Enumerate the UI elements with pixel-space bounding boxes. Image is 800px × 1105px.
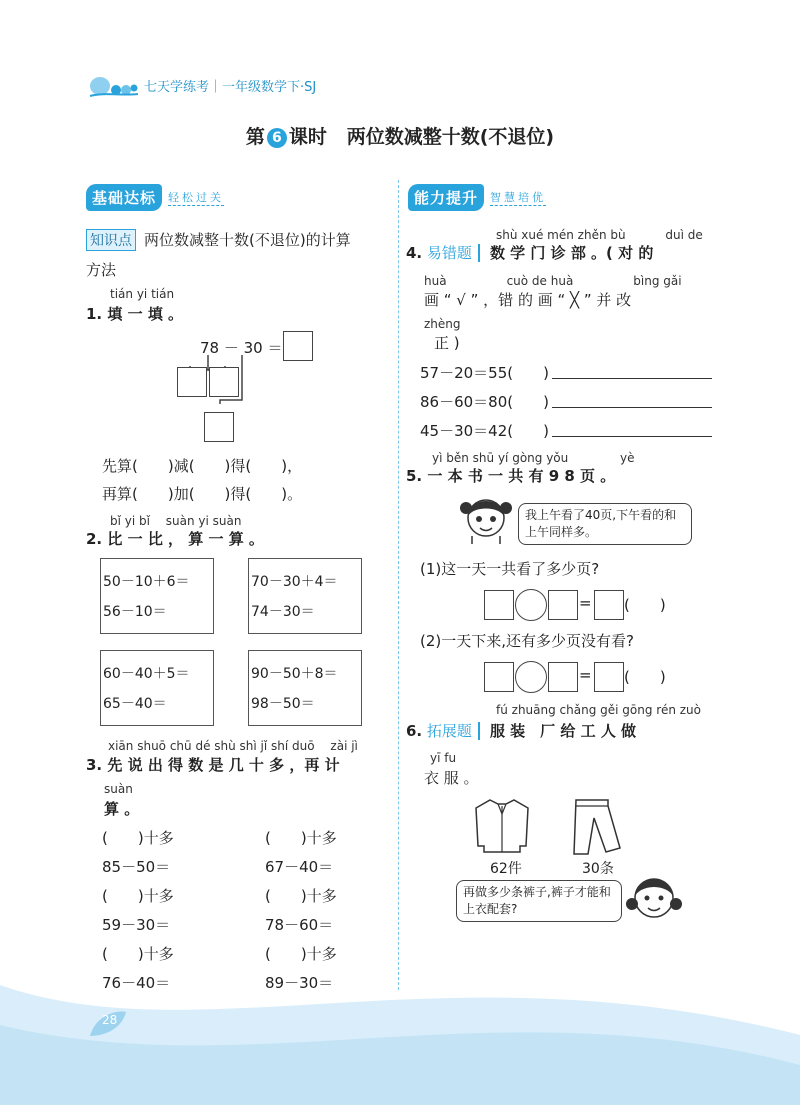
q2-title bbox=[86, 528, 264, 549]
q2-panel-expr: 50－10＋6＝ bbox=[103, 574, 190, 590]
q4-text-2: 画 “ √ ” ，错 的 画 “ ╳ ” 并 改 bbox=[424, 291, 632, 309]
q4-correction-line[interactable] bbox=[552, 436, 712, 437]
q3-expression: 78－60＝ bbox=[265, 916, 334, 934]
q3-title-2: 算 。 bbox=[104, 800, 140, 818]
q3-pinyin: xiān shuō chū dé shù shì jǐ shí duō zài jì bbox=[108, 739, 358, 753]
q2-panel-expr: 90－50＋8＝ bbox=[251, 666, 338, 682]
section-basic-tag: 基础达标 bbox=[86, 184, 162, 211]
q4-correction-line[interactable] bbox=[552, 378, 712, 379]
q5-unit-paren: ( ) bbox=[624, 668, 666, 686]
q5-answer-box[interactable] bbox=[594, 662, 624, 692]
q6-text-2: 衣 服 。 bbox=[424, 769, 479, 787]
q2-panel-expr: 65－40＝ bbox=[103, 696, 167, 712]
q3-tens-blank[interactable]: ( )十多 bbox=[102, 829, 174, 847]
brand-text: 七天学练考｜一年级数学下·SJ bbox=[144, 79, 317, 95]
q1-line-2: 再算( )加( )得( )。 bbox=[102, 485, 303, 503]
q3-text: 先 说 出 得 数 是 几 十 多 ，再 计 bbox=[107, 756, 340, 774]
q6-title bbox=[406, 720, 636, 741]
pants-icon bbox=[568, 796, 622, 858]
q3-expression: 89－30＝ bbox=[265, 974, 334, 992]
section-basic-sub: 轻松过关 bbox=[168, 191, 225, 204]
q5-answer-box[interactable] bbox=[484, 590, 514, 620]
q5-answer-box[interactable] bbox=[548, 662, 578, 692]
logo-icon bbox=[88, 72, 138, 98]
q1-tens-box[interactable] bbox=[177, 367, 207, 397]
lesson-suffix: 课时 bbox=[288, 126, 327, 148]
q1-expression: 78 － 30 ＝ bbox=[200, 339, 283, 357]
q1-number: 1. bbox=[86, 305, 103, 323]
q4-pinyin-2: huà cuò de huà bìng gǎi bbox=[424, 274, 682, 288]
q4-label: 易错题 bbox=[427, 244, 480, 262]
q6-number: 6. bbox=[406, 722, 423, 740]
header-brand bbox=[88, 72, 316, 98]
q1-result-box[interactable] bbox=[204, 412, 234, 442]
q1-answer-box[interactable] bbox=[283, 331, 313, 361]
q5-equals: = bbox=[579, 594, 592, 612]
q4-title bbox=[406, 242, 653, 263]
q2-pinyin: bǐ yi bǐ suàn yi suàn bbox=[110, 514, 242, 528]
q5-text: 一 本 书 一 共 有 9 8 页 。 bbox=[427, 467, 616, 485]
q5-speech-bubble: 我上午看了40页,下午看的和上午同样多。 bbox=[518, 503, 692, 545]
q2-panel-expr: 98－50＝ bbox=[251, 696, 315, 712]
lesson-title bbox=[0, 122, 800, 149]
q2-panel-expr: 74－30＝ bbox=[251, 604, 315, 620]
q1-text: 填 一 填 。 bbox=[107, 305, 184, 323]
q1-pinyin: tián yi tián bbox=[110, 287, 175, 301]
q2-panel-expr: 70－30＋4＝ bbox=[251, 574, 338, 590]
q2-panel bbox=[248, 650, 362, 726]
q6-text-1: 服 装 厂 给 工 人 做 bbox=[489, 722, 637, 740]
q3-number: 3. bbox=[86, 756, 103, 774]
q3-expression: 85－50＝ bbox=[102, 858, 171, 876]
q5-unit-paren: ( ) bbox=[624, 596, 666, 614]
q4-row: 45－30＝42( ) bbox=[420, 422, 549, 440]
lesson-number: 6 bbox=[267, 128, 287, 148]
q2-text: 比 一 比 ， 算 一 算 。 bbox=[107, 530, 264, 548]
q4-text-3: 正 ) bbox=[434, 334, 460, 352]
pants-count: 30条 bbox=[582, 861, 614, 877]
q3-tens-blank[interactable]: ( )十多 bbox=[265, 887, 337, 905]
section-basic bbox=[86, 184, 224, 211]
q3-title bbox=[86, 754, 340, 775]
q1-title bbox=[86, 303, 183, 324]
girl-illustration bbox=[624, 868, 684, 928]
q6-pinyin-1: fú zhuāng chǎng gěi gōng rén zuò bbox=[496, 703, 702, 717]
q2-number: 2. bbox=[86, 530, 103, 548]
q5-sub-1: (1)这一天一共看了多少页? bbox=[420, 560, 600, 578]
shirt-icon bbox=[470, 796, 534, 856]
q6-speech-bubble: 再做多少条裤子,裤子才能和上衣配套? bbox=[456, 880, 622, 922]
q5-equals: = bbox=[579, 666, 592, 684]
column-divider bbox=[398, 180, 399, 990]
q6-label: 拓展题 bbox=[427, 722, 480, 740]
q5-answer-box[interactable] bbox=[548, 590, 578, 620]
girl-illustration bbox=[458, 488, 514, 544]
q4-row: 86－60＝80( ) bbox=[420, 393, 549, 411]
q4-text-1: 数 学 门 诊 部 。( 对 的 bbox=[489, 244, 654, 262]
q4-correction-line[interactable] bbox=[552, 407, 712, 408]
q1-line-1: 先算( )减( )得( )， bbox=[102, 457, 303, 475]
q3-tens-blank[interactable]: ( )十多 bbox=[102, 945, 174, 963]
q3-tens-blank[interactable]: ( )十多 bbox=[102, 887, 174, 905]
q4-number: 4. bbox=[406, 244, 423, 262]
knowledge-point-text-2: 方法 bbox=[86, 261, 117, 279]
q6-pinyin-2: yī fu bbox=[430, 751, 457, 765]
q3-pinyin-2: suàn bbox=[104, 782, 133, 796]
q2-panel-expr: 56－10＝ bbox=[103, 604, 167, 620]
q3-expression: 59－30＝ bbox=[102, 916, 171, 934]
section-advanced-tag: 能力提升 bbox=[408, 184, 484, 211]
q5-title bbox=[406, 465, 615, 486]
q3-expression: 76－40＝ bbox=[102, 974, 171, 992]
q2-panel-expr: 60－40＋5＝ bbox=[103, 666, 190, 682]
q4-row: 57－20＝55( ) bbox=[420, 364, 549, 382]
q5-sub-2: (2)一天下来,还有多少页没有看? bbox=[420, 632, 634, 650]
q3-expression: 67－40＝ bbox=[265, 858, 334, 876]
knowledge-point-text: 两位数减整十数(不退位)的计算 bbox=[144, 231, 351, 249]
q1-ones-box[interactable] bbox=[209, 367, 239, 397]
q4-pinyin-3: zhèng bbox=[424, 317, 461, 331]
shirt-count: 62件 bbox=[490, 861, 522, 877]
q5-number: 5. bbox=[406, 467, 423, 485]
section-advanced-sub: 智慧培优 bbox=[490, 191, 547, 204]
q3-tens-blank[interactable]: ( )十多 bbox=[265, 945, 337, 963]
lesson-prefix: 第 bbox=[245, 126, 265, 148]
q5-operator-circle[interactable] bbox=[515, 661, 547, 693]
q5-answer-box[interactable] bbox=[484, 662, 514, 692]
q5-operator-circle[interactable] bbox=[515, 589, 547, 621]
q3-tens-blank[interactable]: ( )十多 bbox=[265, 829, 337, 847]
section-advanced bbox=[408, 184, 546, 211]
knowledge-point bbox=[86, 229, 351, 251]
knowledge-point-tag: 知识点 bbox=[86, 229, 136, 251]
q2-panel bbox=[100, 558, 214, 634]
lesson-topic: 两位数减整十数(不退位) bbox=[346, 126, 555, 148]
page-number: 28 bbox=[102, 1013, 118, 1027]
q5-pinyin: yì běn shū yí gòng yǒu yè bbox=[432, 451, 635, 465]
q2-panel bbox=[248, 558, 362, 634]
q5-answer-box[interactable] bbox=[594, 590, 624, 620]
q4-pinyin-1: shù xué mén zhěn bù duì de bbox=[496, 228, 703, 242]
q2-panel bbox=[100, 650, 214, 726]
